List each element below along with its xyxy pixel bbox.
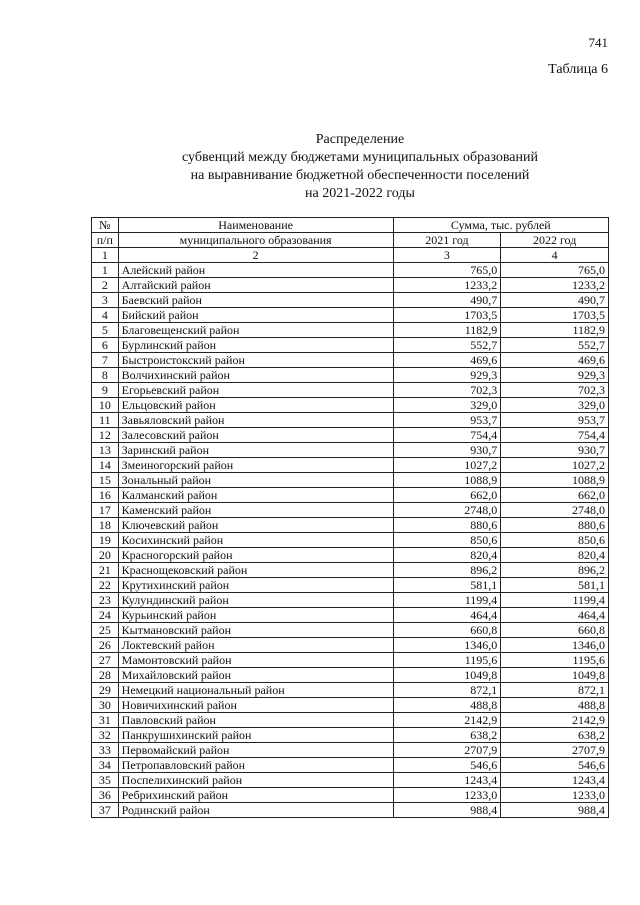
amount-2022: 754,4 [501, 428, 609, 443]
row-number: 22 [92, 578, 119, 593]
table-row [92, 683, 609, 698]
header-num-top: № [92, 218, 119, 233]
amount-2021: 552,7 [393, 338, 501, 353]
municipality-name: Панкрушихинский район [118, 728, 393, 743]
amount-2021: 329,0 [393, 398, 501, 413]
amount-2022: 872,1 [501, 683, 609, 698]
municipality-name: Мамонтовский район [118, 653, 393, 668]
amount-2022: 546,6 [501, 758, 609, 773]
header-row-2 [92, 233, 609, 248]
amount-2022: 638,2 [501, 728, 609, 743]
municipality-name: Крутихинский район [118, 578, 393, 593]
municipality-name: Благовещенский район [118, 323, 393, 338]
heading-line-4: на 2021-2022 годы [305, 186, 415, 201]
table-row [92, 788, 609, 803]
row-number: 27 [92, 653, 119, 668]
table-row [92, 398, 609, 413]
row-number: 8 [92, 368, 119, 383]
amount-2021: 850,6 [393, 533, 501, 548]
table-row [92, 563, 609, 578]
amount-2021: 896,2 [393, 563, 501, 578]
amount-2021: 1027,2 [393, 458, 501, 473]
amount-2021: 1182,9 [393, 323, 501, 338]
table-row [92, 518, 609, 533]
amount-2022: 850,6 [501, 533, 609, 548]
municipality-name: Бурлинский район [118, 338, 393, 353]
row-number: 21 [92, 563, 119, 578]
heading-line-2: субвенций между бюджетами муниципальных образований [182, 150, 538, 165]
table-row [92, 323, 609, 338]
row-number: 25 [92, 623, 119, 638]
header-year-2022: 2022 год [501, 233, 609, 248]
row-number: 35 [92, 773, 119, 788]
municipality-name: Косихинский район [118, 533, 393, 548]
amount-2022: 930,7 [501, 443, 609, 458]
amount-2021: 1195,6 [393, 653, 501, 668]
amount-2021: 765,0 [393, 263, 501, 278]
amount-2021: 662,0 [393, 488, 501, 503]
row-number: 28 [92, 668, 119, 683]
table-row [92, 353, 609, 368]
table-row [92, 638, 609, 653]
amount-2021: 1703,5 [393, 308, 501, 323]
table-row [92, 803, 609, 818]
row-number: 20 [92, 548, 119, 563]
row-number: 31 [92, 713, 119, 728]
row-number: 30 [92, 698, 119, 713]
municipality-name: Завьяловский район [118, 413, 393, 428]
table-row [92, 368, 609, 383]
row-number: 13 [92, 443, 119, 458]
row-number: 15 [92, 473, 119, 488]
amount-2022: 552,7 [501, 338, 609, 353]
amount-2022: 660,8 [501, 623, 609, 638]
municipality-name: Егорьевский район [118, 383, 393, 398]
document-heading [140, 131, 580, 203]
amount-2021: 660,8 [393, 623, 501, 638]
row-number: 10 [92, 398, 119, 413]
amount-2021: 930,7 [393, 443, 501, 458]
column-index: 2 [118, 248, 393, 263]
municipality-name: Новичихинский район [118, 698, 393, 713]
header-name-bottom: муниципального образования [118, 233, 393, 248]
table-row [92, 458, 609, 473]
table-row [92, 383, 609, 398]
amount-2022: 1195,6 [501, 653, 609, 668]
table-row [92, 428, 609, 443]
amount-2022: 988,4 [501, 803, 609, 818]
amount-2021: 638,2 [393, 728, 501, 743]
row-number: 14 [92, 458, 119, 473]
amount-2021: 2707,9 [393, 743, 501, 758]
municipality-name: Каменский район [118, 503, 393, 518]
amount-2022: 896,2 [501, 563, 609, 578]
municipality-name: Быстроистокский район [118, 353, 393, 368]
row-number: 19 [92, 533, 119, 548]
amount-2021: 2142,9 [393, 713, 501, 728]
municipality-name: Алтайский район [118, 278, 393, 293]
table-row [92, 773, 609, 788]
municipality-name: Краснощековский район [118, 563, 393, 578]
heading-line-1: Распределение [315, 132, 405, 147]
municipality-name: Зональный район [118, 473, 393, 488]
municipality-name: Немецкий национальный район [118, 683, 393, 698]
row-number: 32 [92, 728, 119, 743]
table-row [92, 488, 609, 503]
amount-2021: 872,1 [393, 683, 501, 698]
header-sum: Сумма, тыс. рублей [393, 218, 608, 233]
amount-2022: 953,7 [501, 413, 609, 428]
row-number: 24 [92, 608, 119, 623]
amount-2022: 1243,4 [501, 773, 609, 788]
amount-2022: 765,0 [501, 263, 609, 278]
municipality-name: Залесовский район [118, 428, 393, 443]
amount-2021: 988,4 [393, 803, 501, 818]
amount-2022: 490,7 [501, 293, 609, 308]
amount-2022: 1088,9 [501, 473, 609, 488]
amount-2022: 1182,9 [501, 323, 609, 338]
municipality-name: Алейский район [118, 263, 393, 278]
amount-2022: 1233,0 [501, 788, 609, 803]
table-row [92, 263, 609, 278]
amount-2022: 1027,2 [501, 458, 609, 473]
row-number: 18 [92, 518, 119, 533]
amount-2021: 546,6 [393, 758, 501, 773]
amount-2021: 1199,4 [393, 593, 501, 608]
table-row [92, 278, 609, 293]
table-row [92, 668, 609, 683]
municipality-name: Михайловский район [118, 668, 393, 683]
amount-2021: 488,8 [393, 698, 501, 713]
row-number: 9 [92, 383, 119, 398]
municipality-name: Волчихинский район [118, 368, 393, 383]
amount-2021: 702,3 [393, 383, 501, 398]
municipality-name: Бийский район [118, 308, 393, 323]
table-row [92, 338, 609, 353]
column-index: 1 [92, 248, 119, 263]
page-number: 741 [588, 35, 608, 50]
amount-2021: 1233,0 [393, 788, 501, 803]
amount-2021: 464,4 [393, 608, 501, 623]
amount-2021: 754,4 [393, 428, 501, 443]
amount-2021: 820,4 [393, 548, 501, 563]
table-row [92, 623, 609, 638]
amount-2021: 953,7 [393, 413, 501, 428]
row-number: 36 [92, 788, 119, 803]
table-body [92, 218, 609, 818]
amount-2022: 820,4 [501, 548, 609, 563]
amount-2022: 1703,5 [501, 308, 609, 323]
table-row [92, 413, 609, 428]
municipality-name: Баевский район [118, 293, 393, 308]
amount-2022: 929,3 [501, 368, 609, 383]
column-index: 4 [501, 248, 609, 263]
amount-2021: 2748,0 [393, 503, 501, 518]
table-row [92, 758, 609, 773]
row-number: 33 [92, 743, 119, 758]
table-row [92, 473, 609, 488]
amount-2022: 464,4 [501, 608, 609, 623]
table-row [92, 713, 609, 728]
table-label: Таблица 6 [548, 62, 608, 77]
municipality-name: Калманский район [118, 488, 393, 503]
header-year-2021: 2021 год [393, 233, 501, 248]
amount-2021: 880,6 [393, 518, 501, 533]
amount-2021: 1088,9 [393, 473, 501, 488]
municipality-name: Поспелихинский район [118, 773, 393, 788]
amount-2022: 488,8 [501, 698, 609, 713]
amount-2022: 662,0 [501, 488, 609, 503]
amount-2022: 329,0 [501, 398, 609, 413]
municipality-name: Кытмановский район [118, 623, 393, 638]
municipality-name: Родинский район [118, 803, 393, 818]
row-number: 37 [92, 803, 119, 818]
municipality-name: Заринский район [118, 443, 393, 458]
amount-2021: 1233,2 [393, 278, 501, 293]
header-row-1 [92, 218, 609, 233]
amount-2022: 1233,2 [501, 278, 609, 293]
amount-2022: 581,1 [501, 578, 609, 593]
municipality-name: Петропавловский район [118, 758, 393, 773]
table-row [92, 593, 609, 608]
municipality-name: Павловский район [118, 713, 393, 728]
table-row [92, 578, 609, 593]
header-name-top: Наименование [118, 218, 393, 233]
amount-2022: 702,3 [501, 383, 609, 398]
table-row [92, 503, 609, 518]
row-number: 29 [92, 683, 119, 698]
amount-2021: 469,6 [393, 353, 501, 368]
amount-2021: 1243,4 [393, 773, 501, 788]
amount-2022: 1199,4 [501, 593, 609, 608]
row-number: 1 [92, 263, 119, 278]
amount-2022: 1049,8 [501, 668, 609, 683]
row-number: 23 [92, 593, 119, 608]
distribution-table [91, 217, 609, 818]
municipality-name: Красногорский район [118, 548, 393, 563]
heading-line-3: на выравнивание бюджетной обеспеченности поселений [190, 168, 530, 183]
table-row [92, 743, 609, 758]
amount-2022: 2142,9 [501, 713, 609, 728]
municipality-name: Локтевский район [118, 638, 393, 653]
municipality-name: Ельцовский район [118, 398, 393, 413]
municipality-name: Ключевский район [118, 518, 393, 533]
table-row [92, 293, 609, 308]
row-number: 17 [92, 503, 119, 518]
table-row [92, 653, 609, 668]
row-number: 3 [92, 293, 119, 308]
row-number: 2 [92, 278, 119, 293]
amount-2021: 1346,0 [393, 638, 501, 653]
header-num-bottom: п/п [92, 233, 119, 248]
row-number: 26 [92, 638, 119, 653]
municipality-name: Кулундинский район [118, 593, 393, 608]
municipality-name: Курьинский район [118, 608, 393, 623]
table-row [92, 728, 609, 743]
amount-2021: 929,3 [393, 368, 501, 383]
row-number: 16 [92, 488, 119, 503]
row-number: 7 [92, 353, 119, 368]
amount-2022: 1346,0 [501, 638, 609, 653]
row-number: 11 [92, 413, 119, 428]
column-index-row [92, 248, 609, 263]
amount-2022: 2707,9 [501, 743, 609, 758]
municipality-name: Ребрихинский район [118, 788, 393, 803]
row-number: 5 [92, 323, 119, 338]
table-row [92, 698, 609, 713]
municipality-name: Змеиногорский район [118, 458, 393, 473]
table-row [92, 608, 609, 623]
table-row [92, 533, 609, 548]
row-number: 4 [92, 308, 119, 323]
row-number: 12 [92, 428, 119, 443]
table-row [92, 548, 609, 563]
amount-2022: 880,6 [501, 518, 609, 533]
amount-2021: 581,1 [393, 578, 501, 593]
table-row [92, 308, 609, 323]
municipality-name: Первомайский район [118, 743, 393, 758]
amount-2021: 1049,8 [393, 668, 501, 683]
table-row [92, 443, 609, 458]
row-number: 34 [92, 758, 119, 773]
amount-2022: 469,6 [501, 353, 609, 368]
amount-2022: 2748,0 [501, 503, 609, 518]
row-number: 6 [92, 338, 119, 353]
column-index: 3 [393, 248, 501, 263]
amount-2021: 490,7 [393, 293, 501, 308]
